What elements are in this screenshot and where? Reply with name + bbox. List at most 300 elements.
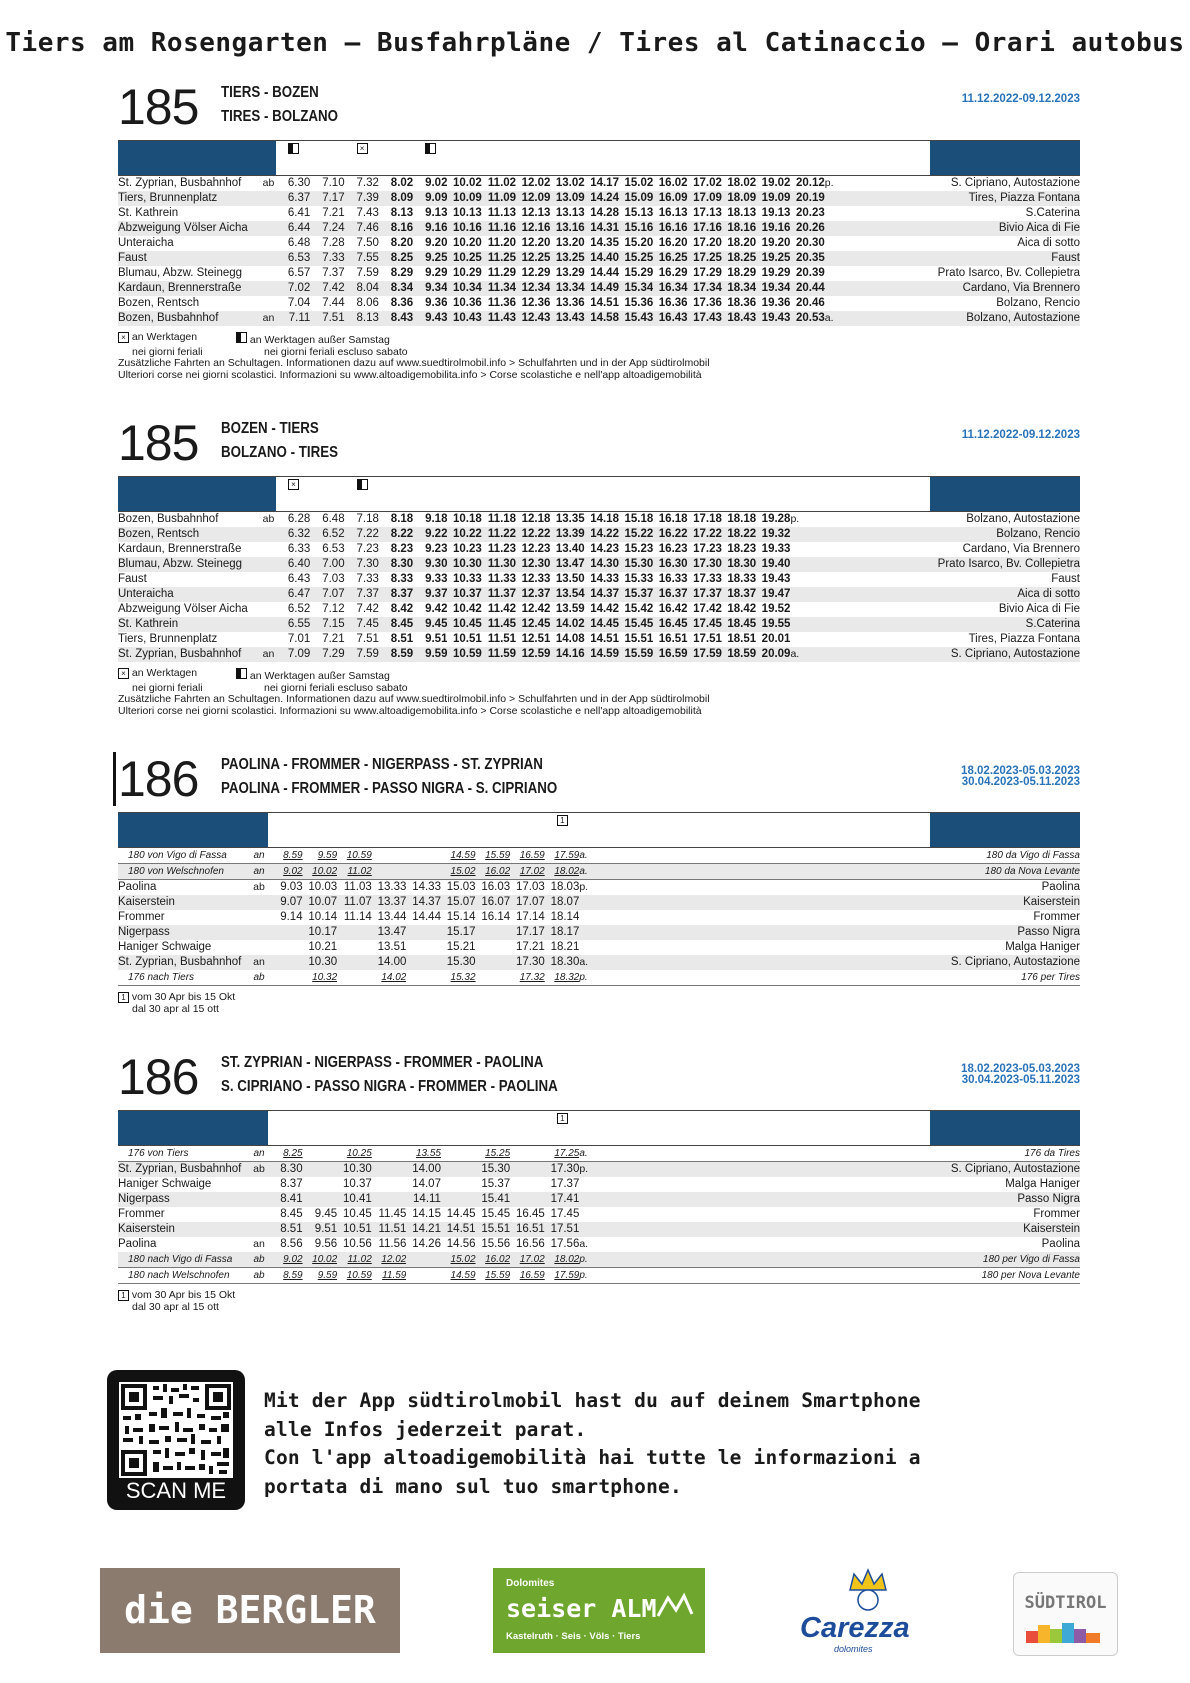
departure-time: 8.18 bbox=[390, 513, 414, 525]
departure-time: 9.13 bbox=[425, 207, 448, 219]
timetable-185-tiers-bozen bbox=[118, 80, 1080, 381]
departure-time: 19.40 bbox=[756, 557, 790, 572]
arrival-departure-flag bbox=[261, 191, 276, 206]
departure-time: 14.02 bbox=[372, 970, 407, 986]
departure-time: 10.30 bbox=[447, 557, 481, 572]
departure-time: 8.42 bbox=[390, 603, 414, 615]
departure-time: 9.59 bbox=[303, 1268, 338, 1284]
departure-time: 15.45 bbox=[481, 1208, 511, 1220]
validity-date: 18.02.2023-05.03.2023 bbox=[961, 1063, 1080, 1075]
departure-time: 15.51 bbox=[624, 633, 654, 645]
arrival-departure-flag-it: a. bbox=[825, 311, 847, 326]
departure-time: 15.23 bbox=[624, 543, 654, 555]
departure-time: 11.43 bbox=[482, 311, 516, 326]
departure-time bbox=[268, 955, 303, 970]
departure-time: 14.18 bbox=[590, 513, 619, 525]
line-number: 186 bbox=[113, 752, 198, 806]
weekday-except-saturday-icon bbox=[357, 479, 368, 490]
departure-time: 6.53 bbox=[276, 251, 310, 266]
stop-name-de: Kaiserstein bbox=[118, 895, 250, 910]
departure-time: 13.50 bbox=[555, 573, 585, 585]
departure-time: 7.17 bbox=[310, 191, 344, 206]
departure-time: 15.37 bbox=[481, 1178, 511, 1190]
departure-time: 14.42 bbox=[590, 603, 619, 615]
weekday-marker-icon: × bbox=[118, 332, 129, 343]
arrival-departure-flag bbox=[261, 542, 276, 557]
arrival-departure-flag bbox=[261, 266, 276, 281]
departure-time: 9.59 bbox=[303, 848, 338, 864]
departure-time: 17.02 bbox=[510, 1252, 545, 1268]
departure-time: 11.02 bbox=[337, 1252, 372, 1268]
arrival-departure-flag: an bbox=[262, 312, 275, 324]
arrival-departure-flag bbox=[250, 925, 268, 940]
stop-name-de: 180 von Welschnofen bbox=[118, 864, 250, 880]
departure-time: 14.07 bbox=[412, 1178, 441, 1190]
route-name-de: BOZEN - TIERS bbox=[221, 420, 319, 437]
departure-time: 16.33 bbox=[658, 573, 688, 585]
departure-time bbox=[303, 1177, 338, 1192]
departure-time: 19.02 bbox=[761, 177, 791, 189]
departure-time: 9.51 bbox=[425, 633, 448, 645]
departure-time bbox=[406, 925, 441, 940]
departure-time: 12.16 bbox=[516, 221, 550, 236]
departure-time: 6.37 bbox=[276, 191, 310, 206]
departure-time: 17.18 bbox=[693, 513, 722, 525]
arrival-departure-flag: ab bbox=[250, 970, 268, 986]
departure-time: 10.29 bbox=[453, 267, 482, 279]
departure-time: 19.43 bbox=[756, 311, 790, 326]
stop-row bbox=[118, 632, 1080, 647]
stop-row bbox=[118, 895, 1080, 910]
departure-time: 19.34 bbox=[756, 281, 790, 296]
departure-time bbox=[372, 848, 407, 864]
departure-time: 12.25 bbox=[516, 251, 550, 266]
departure-time: 18.21 bbox=[550, 941, 580, 953]
departure-time: 14.28 bbox=[590, 207, 619, 219]
weekday-except-saturday-icon bbox=[236, 668, 247, 679]
stop-row bbox=[118, 296, 1080, 311]
arrival-departure-flag bbox=[261, 221, 276, 236]
departure-time: 14.35 bbox=[590, 237, 619, 249]
departure-time: 6.55 bbox=[276, 617, 310, 632]
stop-name-it: Cardano, Via Brennero bbox=[847, 281, 1080, 296]
departure-time: 20.23 bbox=[795, 207, 825, 219]
stop-name-de: St. Zyprian, Busbahnhof bbox=[118, 647, 261, 662]
departure-time bbox=[441, 1192, 476, 1207]
departure-time: 9.37 bbox=[413, 587, 447, 602]
validity-period bbox=[962, 430, 1080, 441]
departure-time: 11.42 bbox=[487, 603, 517, 615]
departure-time: 17.14 bbox=[515, 911, 545, 923]
departure-time: 11.59 bbox=[482, 647, 516, 662]
departure-time bbox=[441, 1177, 476, 1192]
stop-name-de: Paolina bbox=[118, 881, 157, 893]
stop-row bbox=[118, 940, 1080, 955]
departure-time: 6.52 bbox=[287, 603, 311, 615]
departure-time: 12.02 bbox=[521, 177, 551, 189]
departure-time: 16.30 bbox=[653, 557, 687, 572]
stop-name-de: Nigerpass bbox=[118, 1192, 250, 1207]
departure-time: 16.16 bbox=[653, 221, 687, 236]
qr-code bbox=[119, 1382, 233, 1478]
logo-seiser-sub: Kastelruth · Seis · Völs · Tiers bbox=[506, 1631, 641, 1642]
departure-time: 15.59 bbox=[619, 647, 653, 662]
departure-time: 8.16 bbox=[379, 221, 413, 236]
departure-time bbox=[510, 1146, 545, 1162]
arrival-departure-flag-it: a. bbox=[579, 848, 601, 864]
departure-time: 9.03 bbox=[280, 881, 303, 893]
departure-time: 7.03 bbox=[322, 573, 345, 585]
departure-time: 11.29 bbox=[487, 267, 517, 279]
service-marker bbox=[557, 1113, 568, 1124]
header-band-right bbox=[930, 813, 1080, 847]
departure-time: 16.18 bbox=[658, 513, 688, 525]
departure-time: 13.20 bbox=[555, 237, 585, 249]
departure-time: 12.43 bbox=[516, 311, 550, 326]
stop-name-it: Malga Haniger bbox=[1005, 941, 1080, 953]
page-title: Tiers am Rosengarten – Busfahrpläne / Tires al Catinaccio – Orari autobus bbox=[5, 28, 1185, 58]
departure-time: 6.47 bbox=[276, 587, 310, 602]
departure-time: 8.25 bbox=[379, 251, 413, 266]
service-marker bbox=[425, 143, 436, 157]
departure-time: 16.23 bbox=[658, 543, 688, 555]
departure-time: 14.02 bbox=[550, 617, 584, 632]
stop-name-it: Prato Isarco, Bv. Collepietra bbox=[812, 557, 1080, 572]
stop-name-de: Kardaun, Brennerstraße bbox=[118, 543, 242, 555]
departure-time: 11.25 bbox=[482, 251, 516, 266]
service-marker bbox=[357, 143, 368, 154]
arrival-departure-flag: ab bbox=[262, 177, 275, 189]
stop-name-it: Paolina bbox=[1041, 881, 1080, 893]
departure-time: 14.23 bbox=[590, 543, 619, 555]
validity-date: 30.04.2023-05.11.2023 bbox=[961, 1074, 1080, 1086]
departure-time: 16.59 bbox=[653, 647, 687, 662]
departure-time: 14.51 bbox=[441, 1222, 476, 1237]
stop-name-it: S. Cipriano, Autostazione bbox=[950, 177, 1080, 189]
departure-time: 13.09 bbox=[550, 191, 584, 206]
departure-time: 18.34 bbox=[722, 281, 756, 296]
departure-time: 8.45 bbox=[280, 1208, 303, 1220]
departure-time: 15.29 bbox=[624, 267, 654, 279]
departure-time: 18.09 bbox=[722, 191, 756, 206]
departure-time: 7.45 bbox=[345, 617, 379, 632]
weekday-marker-icon: × bbox=[118, 668, 129, 679]
departure-time: 14.08 bbox=[555, 633, 585, 645]
departure-time: 19.52 bbox=[761, 603, 791, 615]
stop-name-it: Cardano, Via Brennero bbox=[962, 543, 1080, 555]
departure-time: 8.13 bbox=[390, 207, 414, 219]
departure-time: 8.30 bbox=[379, 557, 413, 572]
departure-time: 13.02 bbox=[555, 177, 585, 189]
arrival-departure-flag-it bbox=[579, 910, 601, 925]
column-header-bar bbox=[118, 140, 1080, 176]
mountain-icon bbox=[656, 1592, 694, 1618]
departure-time bbox=[337, 970, 372, 986]
departure-time: 7.10 bbox=[322, 177, 345, 189]
departure-time: 19.13 bbox=[761, 207, 791, 219]
departure-time: 9.59 bbox=[413, 647, 447, 662]
departure-time: 8.51 bbox=[268, 1222, 303, 1237]
departure-time: 10.37 bbox=[447, 587, 481, 602]
departure-time: 14.37 bbox=[585, 587, 619, 602]
footnotes bbox=[118, 332, 1080, 381]
departure-time: 13.29 bbox=[555, 267, 585, 279]
departure-time: 9.45 bbox=[413, 617, 447, 632]
departure-time: 16.43 bbox=[653, 311, 687, 326]
departure-time: 10.36 bbox=[453, 297, 482, 309]
departure-time: 16.36 bbox=[658, 297, 688, 309]
timetable-186-paolina-zyprian bbox=[118, 752, 1080, 1015]
departure-time: 15.09 bbox=[619, 191, 653, 206]
departure-time: 20.30 bbox=[795, 237, 825, 249]
footnote-1-icon: 1 bbox=[118, 1290, 129, 1301]
departure-time: 10.37 bbox=[343, 1178, 372, 1190]
departure-time: 15.43 bbox=[619, 311, 653, 326]
stop-name-de: Bozen, Rentsch bbox=[118, 527, 261, 542]
departure-time: 7.02 bbox=[276, 281, 310, 296]
departure-time: 10.07 bbox=[303, 895, 338, 910]
departure-time: 17.34 bbox=[688, 281, 722, 296]
stop-name-de: 180 nach Vigo di Fassa bbox=[118, 1252, 250, 1268]
logo-carezza-word: Carezza bbox=[800, 1612, 910, 1644]
departure-time: 15.13 bbox=[624, 207, 654, 219]
departure-time: 10.33 bbox=[453, 573, 482, 585]
departure-time: 16.09 bbox=[653, 191, 687, 206]
arrival-departure-flag-it bbox=[825, 191, 847, 206]
arrival-departure-flag: an bbox=[250, 955, 268, 970]
stop-name-it: Tires, Piazza Fontana bbox=[968, 633, 1080, 645]
logo-seiser-alm bbox=[493, 1568, 705, 1653]
departure-time: 16.51 bbox=[510, 1222, 545, 1237]
departure-time: 10.59 bbox=[447, 647, 481, 662]
departure-time: 10.25 bbox=[447, 251, 481, 266]
departure-time: 17.22 bbox=[688, 527, 722, 542]
departure-time: 10.21 bbox=[308, 941, 338, 953]
arrival-departure-flag-it: p. bbox=[579, 1162, 601, 1178]
departure-time: 16.02 bbox=[476, 1252, 511, 1268]
stop-name-it: 180 per Vigo di Fassa bbox=[601, 1252, 1080, 1268]
stop-name-it: Bolzano, Autostazione bbox=[966, 513, 1080, 525]
arrival-departure-flag bbox=[261, 527, 276, 542]
route-name-it: TIRES - BOLZANO bbox=[221, 108, 339, 125]
departure-time: 12.33 bbox=[521, 573, 551, 585]
column-header-bar bbox=[118, 1110, 1080, 1146]
validity-period bbox=[962, 94, 1080, 105]
departure-time: 19.36 bbox=[761, 297, 791, 309]
departure-time: 18.29 bbox=[727, 267, 757, 279]
departure-time: 17.13 bbox=[693, 207, 722, 219]
departure-time: 19.28 bbox=[761, 513, 791, 525]
stop-row bbox=[118, 1207, 1080, 1222]
departure-time: 18.32 bbox=[545, 970, 580, 986]
departure-time: 10.20 bbox=[453, 237, 482, 249]
stop-row bbox=[118, 647, 1080, 662]
departure-time: 7.59 bbox=[345, 647, 379, 662]
service-marker bbox=[557, 815, 568, 826]
arrival-departure-flag-it bbox=[579, 940, 601, 955]
departure-time: 17.59 bbox=[545, 848, 580, 864]
arrival-departure-flag: ab bbox=[250, 1268, 268, 1284]
departure-time: 14.44 bbox=[590, 267, 619, 279]
departure-time: 20.12 bbox=[795, 177, 825, 189]
departure-time: 17.37 bbox=[688, 587, 722, 602]
qr-code-graphic bbox=[119, 1382, 233, 1478]
departure-time bbox=[406, 970, 441, 986]
departure-time: 17.45 bbox=[550, 1208, 580, 1220]
note-school-de: Zusätzliche Fahrten an Schultagen. Informationen dazu auf www.suedtirolmobil.info > Schulfahrten und in der App südtirolmobil bbox=[118, 693, 710, 705]
departure-time: 17.21 bbox=[515, 941, 545, 953]
departure-time: 15.22 bbox=[619, 527, 653, 542]
stop-row bbox=[118, 910, 1080, 925]
departure-time: 17.37 bbox=[550, 1178, 580, 1190]
departure-time: 11.59 bbox=[372, 1268, 407, 1284]
departure-time: 13.34 bbox=[550, 281, 584, 296]
departure-time: 11.14 bbox=[343, 911, 372, 923]
departure-time: 17.29 bbox=[693, 267, 722, 279]
departure-time: 12.18 bbox=[521, 513, 551, 525]
departure-time bbox=[510, 1162, 545, 1178]
departure-time: 11.13 bbox=[487, 207, 517, 219]
stop-name-de: Blumau, Abzw. Steinegg bbox=[118, 267, 243, 279]
departure-time: 10.56 bbox=[343, 1238, 372, 1250]
departure-time bbox=[268, 925, 303, 940]
departure-time: 16.03 bbox=[481, 881, 511, 893]
departure-time: 14.44 bbox=[412, 911, 441, 923]
route-name-it: BOLZANO - TIRES bbox=[221, 444, 339, 461]
departure-time: 16.25 bbox=[653, 251, 687, 266]
departure-time: 19.25 bbox=[756, 251, 790, 266]
column-header-bar bbox=[118, 476, 1080, 512]
departure-time: 6.32 bbox=[276, 527, 310, 542]
arrival-departure-flag bbox=[250, 940, 268, 955]
stop-name-it: S. Cipriano, Autostazione bbox=[812, 647, 1080, 662]
note-school-it: Ulteriori corse nei giorni scolastici. Informazioni su www.altoadigemobilita.info > Corse scolastiche e nell'app altoadigemobilità bbox=[118, 704, 702, 717]
departure-time: 14.49 bbox=[585, 281, 619, 296]
departure-time: 10.02 bbox=[303, 1252, 338, 1268]
departure-time bbox=[441, 1162, 476, 1178]
arrival-departure-flag: ab bbox=[253, 881, 265, 893]
arrival-departure-flag bbox=[261, 602, 276, 617]
header-band-right bbox=[930, 141, 1080, 175]
departure-time: 9.23 bbox=[425, 543, 448, 555]
departure-time: 14.59 bbox=[441, 848, 476, 864]
departure-time: 17.02 bbox=[693, 177, 722, 189]
departure-time: 17.25 bbox=[545, 1146, 580, 1162]
departure-time: 15.16 bbox=[619, 221, 653, 236]
note-except-sat-it: nei giorni feriali escluso sabato bbox=[264, 345, 408, 358]
departure-time: 12.37 bbox=[516, 587, 550, 602]
stop-row bbox=[118, 251, 1080, 266]
departure-time: 17.17 bbox=[510, 925, 545, 940]
departure-time: 10.45 bbox=[447, 617, 481, 632]
departure-time: 10.51 bbox=[453, 633, 482, 645]
departure-time: 14.51 bbox=[590, 297, 619, 309]
departure-time: 19.09 bbox=[756, 191, 790, 206]
connection-row bbox=[118, 848, 1080, 864]
departure-time: 18.14 bbox=[550, 911, 580, 923]
departure-time: 15.45 bbox=[619, 617, 653, 632]
arrival-departure-flag-it bbox=[579, 1177, 601, 1192]
departure-time bbox=[510, 1192, 545, 1207]
departure-time: 13.37 bbox=[372, 895, 407, 910]
departure-time: 15.59 bbox=[476, 1268, 511, 1284]
departure-time: 18.20 bbox=[727, 237, 757, 249]
departure-time: 10.45 bbox=[343, 1208, 372, 1220]
departure-time: 10.18 bbox=[453, 513, 482, 525]
note-weekday-de: an Werktagen bbox=[131, 667, 198, 679]
departure-time: 18.16 bbox=[722, 221, 756, 236]
departure-time bbox=[337, 955, 372, 970]
departure-time: 9.30 bbox=[413, 557, 447, 572]
weekday-except-saturday-icon bbox=[425, 143, 436, 154]
departure-time: 16.51 bbox=[658, 633, 688, 645]
header-band-left bbox=[118, 477, 276, 511]
departure-time: 8.25 bbox=[268, 1146, 303, 1162]
departure-time: 6.33 bbox=[287, 543, 311, 555]
departure-time: 11.16 bbox=[482, 221, 516, 236]
departure-time: 13.51 bbox=[377, 941, 407, 953]
departure-time: 10.02 bbox=[453, 177, 482, 189]
stop-row bbox=[118, 266, 1080, 281]
departure-time: 8.45 bbox=[379, 617, 413, 632]
stop-name-de: Nigerpass bbox=[118, 925, 250, 940]
departure-time: 10.25 bbox=[337, 1146, 372, 1162]
departure-time: 12.29 bbox=[521, 267, 551, 279]
arrival-departure-flag bbox=[261, 617, 276, 632]
stop-row bbox=[118, 587, 1080, 602]
departure-time: 11.09 bbox=[482, 191, 516, 206]
stop-name-de: Bozen, Busbahnhof bbox=[118, 311, 261, 326]
stop-row bbox=[118, 206, 1080, 221]
departure-time: 14.00 bbox=[406, 1162, 441, 1178]
timetable-186-zyprian-paolina bbox=[118, 1050, 1080, 1313]
departure-time: 10.09 bbox=[447, 191, 481, 206]
stop-name-it: 176 da Tires bbox=[601, 1146, 1080, 1162]
app-info-line: Mit der App südtirolmobil hast du auf deinem Smartphone bbox=[264, 1389, 921, 1412]
note-period-it: dal 30 apr al 15 ott bbox=[132, 1300, 219, 1313]
stop-row bbox=[118, 512, 1080, 527]
column-header-bar bbox=[118, 812, 1080, 848]
departure-time: 20.44 bbox=[790, 281, 824, 296]
arrival-departure-flag: ab bbox=[250, 1252, 268, 1268]
stop-name-de: Haniger Schwaige bbox=[118, 1178, 212, 1190]
departure-time: 6.44 bbox=[276, 221, 310, 236]
departure-time: 11.33 bbox=[487, 573, 517, 585]
departure-time: 9.20 bbox=[425, 237, 448, 249]
departure-time: 16.37 bbox=[653, 587, 687, 602]
departure-time: 9.02 bbox=[268, 864, 303, 880]
departure-time: 7.01 bbox=[287, 633, 311, 645]
departure-time: 12.22 bbox=[516, 527, 550, 542]
arrival-departure-flag: ab bbox=[250, 1162, 268, 1178]
route-name-de: TIERS - BOZEN bbox=[221, 84, 319, 101]
departure-time: 12.45 bbox=[516, 617, 550, 632]
departure-time: 10.02 bbox=[303, 864, 338, 880]
departure-time: 7.51 bbox=[356, 633, 379, 645]
qr-code-box[interactable] bbox=[107, 1370, 245, 1510]
departure-time: 6.48 bbox=[287, 237, 311, 249]
note-except-sat-de: an Werktagen außer Samstag bbox=[249, 334, 390, 346]
arrival-departure-flag-it: p. bbox=[579, 881, 589, 893]
departure-time bbox=[476, 970, 511, 986]
departure-time: 14.45 bbox=[585, 617, 619, 632]
stop-row bbox=[118, 221, 1080, 236]
departure-time: 18.51 bbox=[727, 633, 757, 645]
departure-time: 8.30 bbox=[268, 1162, 303, 1178]
departure-time: 7.32 bbox=[356, 177, 379, 189]
departure-time: 7.50 bbox=[356, 237, 379, 249]
departure-time: 13.44 bbox=[377, 911, 407, 923]
